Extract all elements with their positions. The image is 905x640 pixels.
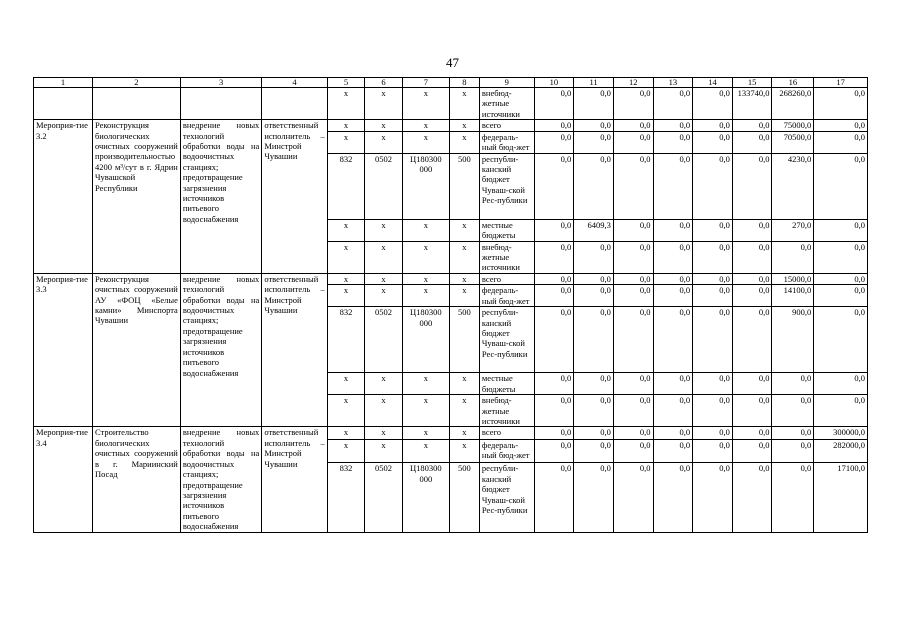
funding-source-cell: республи-канский бюджет Чуваш-ской Рес-публики [479,153,534,219]
amount-cell: 0,0 [574,88,614,120]
amount-cell: 0,0 [653,153,693,219]
budget-code-cell: Ц180300 000 [402,307,449,373]
amount-cell: 0,0 [613,219,653,241]
amount-cell: 133740,0 [732,88,772,120]
amount-cell: 0,0 [653,463,693,532]
responsible-cell: ответственный исполнитель – Минстрой Чувашии [262,120,327,274]
amount-cell: 0,0 [732,463,772,532]
amount-cell: 0,0 [574,307,614,373]
funding-source-cell: республи-канский бюджет Чуваш-ской Рес-публики [479,307,534,373]
budget-code-cell: x [327,427,365,439]
budget-code-cell: 500 [449,307,479,373]
column-number-cell: 15 [732,78,772,88]
budget-code-cell: 500 [449,153,479,219]
amount-cell: 0,0 [613,241,653,273]
amount-cell: 0,0 [613,373,653,395]
budget-code-cell: x [402,273,449,284]
measure-purpose-cell: внедрение новых технологий обработки воды на водоочистных станциях; предотвращение загрязнения источников питьевого водоснабжения [180,273,261,427]
amount-cell: 0,0 [693,463,733,532]
amount-cell: 0,0 [653,373,693,395]
budget-code-cell: x [327,219,365,241]
amount-cell: 0,0 [814,120,868,131]
amount-cell: 0,0 [814,285,868,307]
amount-cell: 0,0 [574,241,614,273]
amount-cell: 0,0 [653,285,693,307]
amount-cell: 0,0 [814,219,868,241]
amount-cell: 0,0 [574,395,614,427]
amount-cell: 0,0 [814,373,868,395]
amount-cell: 0,0 [693,395,733,427]
empty-cell [262,88,327,120]
amount-cell: 0,0 [653,439,693,463]
amount-cell: 0,0 [693,285,733,307]
budget-code-cell: x [365,373,403,395]
measure-id-cell: Мероприя-тие 3.3 [34,273,93,427]
amount-cell: 0,0 [732,307,772,373]
amount-cell: 0,0 [653,427,693,439]
empty-cell [34,88,93,120]
amount-cell: 0,0 [653,131,693,153]
amount-cell: 0,0 [653,395,693,427]
column-number-cell: 4 [262,78,327,88]
budget-code-cell: x [402,241,449,273]
budget-code-cell: x [365,241,403,273]
budget-code-cell: x [402,285,449,307]
amount-cell: 0,0 [693,373,733,395]
funding-source-cell: внебюд-жетные источники [479,241,534,273]
amount-cell: 0,0 [814,88,868,120]
amount-cell: 0,0 [613,395,653,427]
budget-code-cell: x [327,88,365,120]
funding-source-cell: всего [479,120,534,131]
budget-code-cell: x [327,373,365,395]
budget-code-cell: 0502 [365,153,403,219]
amount-cell: 0,0 [772,439,814,463]
amount-cell: 0,0 [693,273,733,284]
column-number-cell: 3 [180,78,261,88]
budget-code-cell: 0502 [365,307,403,373]
funding-source-cell: местные бюджеты [479,373,534,395]
amount-cell: 0,0 [534,373,574,395]
budget-code-cell: x [449,273,479,284]
amount-cell: 0,0 [613,427,653,439]
column-number-cell: 14 [693,78,733,88]
funding-source-cell: федераль-ный бюд-жет [479,131,534,153]
measure-id-cell: Мероприя-тие 3.4 [34,427,93,532]
funding-source-cell: федераль-ный бюд-жет [479,285,534,307]
amount-cell: 0,0 [574,373,614,395]
table-row [34,88,868,120]
amount-cell: 0,0 [693,241,733,273]
amount-cell: 0,0 [732,373,772,395]
amount-cell: 0,0 [814,395,868,427]
amount-cell: 0,0 [653,219,693,241]
budget-code-cell: x [449,439,479,463]
amount-cell: 0,0 [732,153,772,219]
amount-cell: 270,0 [772,219,814,241]
amount-cell: 0,0 [613,285,653,307]
amount-cell: 0,0 [613,307,653,373]
budget-code-cell: x [365,131,403,153]
amount-cell: 0,0 [613,120,653,131]
amount-cell: 0,0 [534,241,574,273]
amount-cell: 15000,0 [772,273,814,284]
amount-cell: 0,0 [534,307,574,373]
budget-code-cell: x [365,427,403,439]
column-number-cell: 5 [327,78,365,88]
budget-code-cell: x [402,131,449,153]
amount-cell: 0,0 [653,88,693,120]
amount-cell: 282000,0 [814,439,868,463]
amount-cell: 0,0 [613,273,653,284]
budget-code-cell: x [365,273,403,284]
amount-cell: 300000,0 [814,427,868,439]
amount-cell: 0,0 [772,463,814,532]
budget-code-cell: x [449,219,479,241]
amount-cell: 0,0 [732,285,772,307]
funding-source-cell: местные бюджеты [479,219,534,241]
measure-name-cell: Реконструкция биологических очистных сооружений производительностью 4200 м³/сут в г. Ядрин Чувашской Республики [92,120,180,274]
amount-cell: 0,0 [534,273,574,284]
budget-code-cell: x [327,395,365,427]
budget-code-cell: x [327,273,365,284]
budget-code-cell: x [365,120,403,131]
budget-code-cell: x [402,120,449,131]
measure-purpose-cell: внедрение новых технологий обработки воды на водоочистных станциях; предотвращение загрязнения источников питьевого водоснабжения [180,427,261,532]
amount-cell: 0,0 [574,153,614,219]
budget-code-cell: x [365,395,403,427]
amount-cell: 0,0 [574,427,614,439]
amount-cell: 0,0 [534,120,574,131]
amount-cell: 0,0 [814,307,868,373]
page-number: 47 [446,55,459,70]
funding-source-cell: федераль-ный бюд-жет [479,439,534,463]
column-number-cell: 16 [772,78,814,88]
amount-cell: 0,0 [772,427,814,439]
amount-cell: 0,0 [693,427,733,439]
amount-cell: 0,0 [693,219,733,241]
budget-code-cell: x [327,439,365,463]
budget-code-cell: x [327,241,365,273]
amount-cell: 0,0 [574,131,614,153]
amount-cell: 0,0 [693,131,733,153]
amount-cell: 0,0 [613,88,653,120]
responsible-cell: ответственный исполнитель – Минстрой Чувашии [262,273,327,427]
measure-name-cell: Строительство биологических очистных сооружений в г. Мариинский Посад [92,427,180,532]
amount-cell: 0,0 [534,439,574,463]
funding-source-cell: республи-канский бюджет Чуваш-ской Рес-публики [479,463,534,532]
amount-cell: 0,0 [534,395,574,427]
amount-cell: 0,0 [613,439,653,463]
column-number-cell: 2 [92,78,180,88]
amount-cell: 0,0 [693,120,733,131]
amount-cell: 0,0 [814,241,868,273]
budget-code-cell: Ц180300 000 [402,153,449,219]
budget-code-cell: x [327,120,365,131]
amount-cell: 0,0 [814,153,868,219]
budget-code-cell: 0502 [365,463,403,532]
budget-code-cell: x [449,88,479,120]
responsible-cell: ответственный исполнитель – Минстрой Чувашии [262,427,327,532]
table-row [34,273,868,284]
program-table [33,77,868,533]
amount-cell: 0,0 [772,373,814,395]
amount-cell: 0,0 [653,273,693,284]
amount-cell: 0,0 [613,153,653,219]
column-number-cell: 6 [365,78,403,88]
budget-code-cell: x [365,285,403,307]
amount-cell: 0,0 [613,463,653,532]
budget-code-cell: 832 [327,463,365,532]
measure-id-cell: Мероприя-тие 3.2 [34,120,93,274]
column-number-cell: 9 [479,78,534,88]
amount-cell: 0,0 [693,88,733,120]
budget-code-cell: x [402,219,449,241]
amount-cell: 0,0 [732,273,772,284]
amount-cell: 0,0 [574,439,614,463]
funding-source-cell: внебюд-жетные источники [479,395,534,427]
amount-cell: 0,0 [534,153,574,219]
column-number-cell: 1 [34,78,93,88]
amount-cell: 0,0 [732,427,772,439]
measure-purpose-cell: внедрение новых технологий обработки воды на водоочистных станциях; предотвращение загрязнения источников питьевого водоснабжения [180,120,261,274]
funding-source-cell: всего [479,273,534,284]
amount-cell: 0,0 [732,395,772,427]
amount-cell: 0,0 [653,307,693,373]
amount-cell: 0,0 [574,273,614,284]
measure-name-cell: Реконструкция очистных сооружений АУ «ФОЦ «Белые камни» Минспорта Чувашии [92,273,180,427]
amount-cell: 0,0 [732,131,772,153]
budget-code-cell: x [449,131,479,153]
amount-cell: 0,0 [534,219,574,241]
empty-cell [180,88,261,120]
amount-cell: 0,0 [534,427,574,439]
amount-cell: 14100,0 [772,285,814,307]
column-number-cell: 10 [534,78,574,88]
budget-code-cell: Ц180300 000 [402,463,449,532]
amount-cell: 0,0 [693,153,733,219]
column-number-cell: 11 [574,78,614,88]
amount-cell: 0,0 [653,241,693,273]
amount-cell: 0,0 [653,120,693,131]
amount-cell: 0,0 [732,120,772,131]
budget-code-cell: x [449,373,479,395]
amount-cell: 4230,0 [772,153,814,219]
amount-cell: 0,0 [814,131,868,153]
amount-cell: 0,0 [814,273,868,284]
amount-cell: 0,0 [693,307,733,373]
budget-code-cell: x [365,88,403,120]
budget-code-cell: x [365,219,403,241]
budget-code-cell: x [327,131,365,153]
column-number-row [34,78,868,88]
empty-cell [92,88,180,120]
funding-source-cell: внебюд-жетные источники [479,88,534,120]
budget-code-cell: x [402,439,449,463]
table-row [34,427,868,439]
amount-cell: 0,0 [534,88,574,120]
amount-cell: 0,0 [574,463,614,532]
budget-code-cell: x [327,285,365,307]
column-number-cell: 13 [653,78,693,88]
table-row [34,120,868,131]
budget-code-cell: x [402,373,449,395]
budget-code-cell: 832 [327,307,365,373]
budget-code-cell: x [402,427,449,439]
budget-code-cell: x [449,285,479,307]
amount-cell: 0,0 [534,285,574,307]
column-number-cell: 17 [814,78,868,88]
budget-code-cell: 832 [327,153,365,219]
budget-code-cell: x [365,439,403,463]
amount-cell: 0,0 [574,285,614,307]
amount-cell: 70500,0 [772,131,814,153]
amount-cell: 900,0 [772,307,814,373]
budget-code-cell: 500 [449,463,479,532]
amount-cell: 0,0 [693,439,733,463]
amount-cell: 75000,0 [772,120,814,131]
budget-code-cell: x [449,395,479,427]
amount-cell: 6409,3 [574,219,614,241]
amount-cell: 268260,0 [772,88,814,120]
amount-cell: 0,0 [534,463,574,532]
budget-code-cell: x [449,427,479,439]
budget-code-cell: x [449,241,479,273]
amount-cell: 17100,0 [814,463,868,532]
amount-cell: 0,0 [732,439,772,463]
budget-code-cell: x [449,120,479,131]
column-number-cell: 12 [613,78,653,88]
column-number-cell: 7 [402,78,449,88]
budget-code-cell: x [402,395,449,427]
budget-code-cell: x [402,88,449,120]
column-number-cell: 8 [449,78,479,88]
amount-cell: 0,0 [772,241,814,273]
amount-cell: 0,0 [732,241,772,273]
amount-cell: 0,0 [772,395,814,427]
amount-cell: 0,0 [534,131,574,153]
amount-cell: 0,0 [574,120,614,131]
amount-cell: 0,0 [613,131,653,153]
funding-source-cell: всего [479,427,534,439]
amount-cell: 0,0 [732,219,772,241]
